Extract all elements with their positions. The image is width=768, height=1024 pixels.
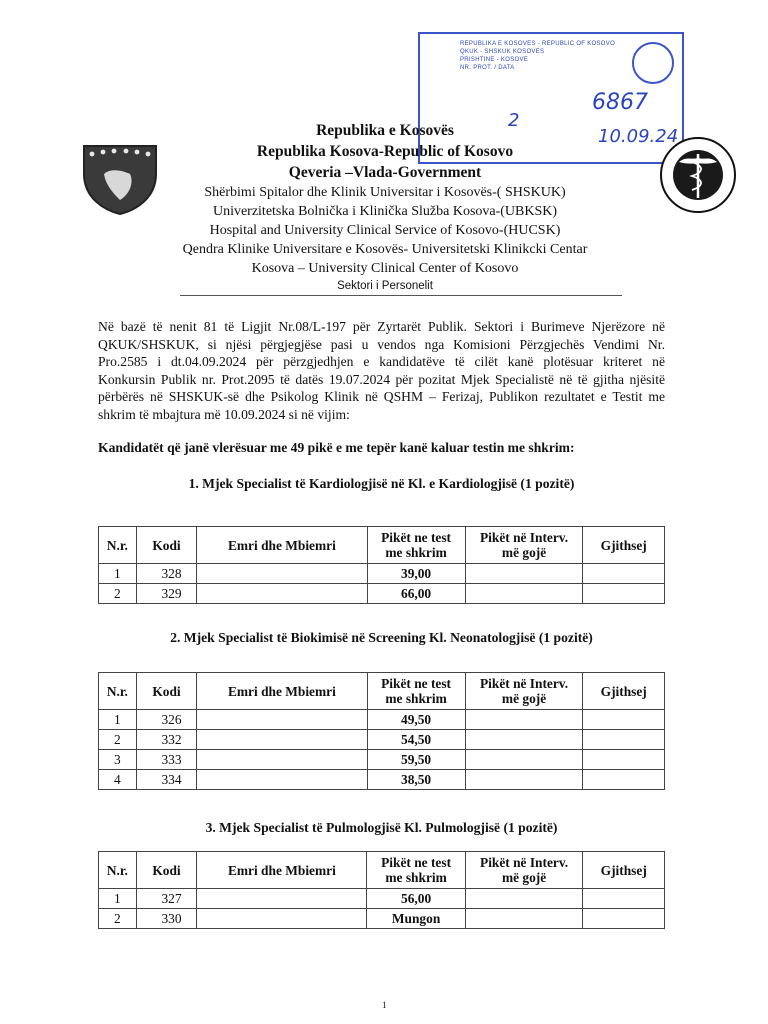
- cell-interv: [465, 909, 583, 929]
- col-header-interv: [465, 527, 583, 564]
- col-header-interv-l1: Pikët në Interv.: [480, 855, 569, 870]
- col-header-kodi: Kodi: [136, 852, 197, 889]
- cell-kodi: 334: [136, 770, 197, 790]
- cell-interv: [465, 564, 583, 584]
- cell-test: 38,50: [367, 770, 465, 790]
- cell-gjithsej: [583, 564, 665, 584]
- col-header-gjithsej: Gjithsej: [583, 527, 665, 564]
- stamp-seal-icon: [632, 42, 674, 84]
- col-header-test-l2: me shkrim: [385, 870, 447, 885]
- header-government: Qeveria –Vlada-Government: [288, 164, 482, 181]
- cell-emri: [197, 730, 367, 750]
- stamp-text: [460, 40, 615, 72]
- col-header-test-l1: Pikët ne test: [381, 530, 452, 545]
- cell-kodi: 330: [136, 909, 197, 929]
- col-header-test-l2: me shkrim: [385, 545, 447, 560]
- stamp-line: REPUBLIKA E KOSOVES - REPUBLIC OF KOSOVO: [460, 41, 616, 47]
- col-header-nr: N.r.: [99, 527, 137, 564]
- col-header-emri: Emri dhe Mbiemri: [197, 673, 367, 710]
- cell-nr: 4: [99, 770, 137, 790]
- intro-line: shkrim të mbajtura më 10.09.2024 si në vijim:: [98, 406, 350, 422]
- cell-nr: 2: [99, 730, 137, 750]
- cell-interv: [465, 730, 583, 750]
- header-divider: [180, 295, 622, 296]
- intro-line: përbërës në SHSKUK-së dhe Psikolog Klinik në QSHM – Ferizaj, Publikon rezultatet e Testit me: [98, 389, 665, 405]
- table-row: [99, 730, 665, 750]
- cell-interv: [465, 750, 583, 770]
- col-header-interv: [465, 852, 583, 889]
- cell-nr: 1: [99, 889, 137, 909]
- section-title-pulmonology: 3. Mjek Specialist të Pulmologjisë Kl. Pulmologjisë (1 pozitë): [205, 820, 558, 835]
- col-header-test-l2: me shkrim: [385, 691, 447, 706]
- cell-nr: 1: [99, 564, 137, 584]
- results-table-pulmonology: [98, 851, 665, 929]
- cell-nr: 1: [99, 710, 137, 730]
- cell-test: 39,00: [367, 564, 465, 584]
- header-department: Sektori i Personelit: [337, 280, 433, 292]
- table-row: [99, 584, 665, 604]
- table-row: [99, 710, 665, 730]
- intro-line: Konkursin Publik nr. Prot.2095 të datës 19.07.2024 për pozitat Mjek Specialistë në të gjitha njësitë: [98, 371, 665, 387]
- col-header-interv-l2: më gojë: [501, 691, 547, 706]
- intro-line: Pro.2585 i dt.04.09.2024 për përzgjedhjen e kandidatëve të cilët kanë plotësuar kriteret në: [98, 354, 665, 370]
- cell-emri: [197, 750, 367, 770]
- cell-kodi: 333: [136, 750, 197, 770]
- col-header-emri: Emri dhe Mbiemri: [197, 527, 367, 564]
- table-row: [99, 889, 665, 909]
- header-center-en: Kosova – University Clinical Center of Kosovo: [251, 261, 519, 276]
- document-header: [150, 120, 620, 294]
- table-row: [99, 909, 665, 929]
- cell-test: 56,00: [367, 889, 465, 909]
- col-header-interv-l2: më gojë: [501, 545, 547, 560]
- header-center-sq: Qendra Klinike Universitare e Kosovës- Universitetski Klinikcki Centar: [182, 242, 588, 257]
- cell-gjithsej: [583, 889, 665, 909]
- stamp-line: QKUK - SHSKUK KOSOVES: [460, 49, 545, 55]
- cell-gjithsej: [583, 730, 665, 750]
- cell-interv: [465, 710, 583, 730]
- hospital-emblem-icon: [659, 136, 737, 214]
- stamp-handwritten-fraction: 2: [508, 110, 520, 131]
- col-header-test: [367, 852, 465, 889]
- intro-line: QKUK/SHSKUK, si njësi përgjegjëse pasi u vendos nga Komisioni Përzgjechës Vendimi Nr.: [98, 336, 665, 352]
- col-header-test: [367, 673, 465, 710]
- cell-gjithsej: [583, 909, 665, 929]
- header-service-en: Hospital and University Clinical Service of Kosovo-(HUCSK): [209, 223, 561, 238]
- header-service-sq: Shërbimi Spitalor dhe Klinik Universitar i Kosovës-( SHSKUK): [204, 185, 566, 200]
- cell-kodi: 328: [136, 564, 197, 584]
- page-number: 1: [382, 1000, 387, 1010]
- cell-emri: [197, 889, 367, 909]
- col-header-interv-l2: më gojë: [501, 870, 547, 885]
- table-header-row: [99, 852, 665, 889]
- cell-interv: [465, 584, 583, 604]
- cell-gjithsej: [583, 710, 665, 730]
- cell-test: 54,50: [367, 730, 465, 750]
- col-header-kodi: Kodi: [136, 527, 197, 564]
- intro-paragraph: [98, 318, 665, 424]
- cell-emri: [197, 770, 367, 790]
- cell-gjithsej: [583, 770, 665, 790]
- table-row: [99, 750, 665, 770]
- table-row: [99, 770, 665, 790]
- header-republic-multilang: Republika Kosova-Republic of Kosovo: [256, 143, 514, 160]
- intro-line: Në bazë të nenit 81 të Ligjit Nr.08/L-197 për Zyrtarët Publik. Sektori i Burimeve Njerëzore në: [98, 319, 665, 334]
- cell-emri: [197, 909, 367, 929]
- results-table-cardiology: [98, 526, 665, 604]
- cell-test: 59,50: [367, 750, 465, 770]
- header-republic: Republika e Kosovës: [316, 122, 454, 139]
- col-header-test: [367, 527, 465, 564]
- cell-kodi: 332: [136, 730, 197, 750]
- col-header-gjithsej: Gjithsej: [583, 673, 665, 710]
- section-title-biochemistry: 2. Mjek Specialist të Biokimisë në Screening Kl. Neonatologjisë (1 pozitë): [170, 630, 593, 645]
- section-title-cardiology: 1. Mjek Specialist të Kardiologjisë në Kl. e Kardiologjisë (1 pozitë): [188, 476, 575, 491]
- stamp-line: NR. PROT. / DATA: [460, 65, 515, 71]
- cell-test: 66,00: [367, 584, 465, 604]
- kosovo-coat-of-arms-icon: [80, 140, 160, 216]
- cell-nr: 2: [99, 909, 137, 929]
- header-service-sr: Univerzitetska Bolnička i Klinička Služba Kosova-(UBKSK): [212, 204, 558, 219]
- cell-nr: 3: [99, 750, 137, 770]
- cell-kodi: 329: [136, 584, 197, 604]
- cell-emri: [197, 710, 367, 730]
- col-header-kodi: Kodi: [136, 673, 197, 710]
- cell-test: 49,50: [367, 710, 465, 730]
- col-header-test-l1: Pikët ne test: [381, 855, 452, 870]
- cell-kodi: 327: [136, 889, 197, 909]
- cell-test: Mungon: [367, 909, 465, 929]
- col-header-interv: [465, 673, 583, 710]
- cell-nr: 2: [99, 584, 137, 604]
- col-header-emri: Emri dhe Mbiemri: [197, 852, 367, 889]
- results-table-biochemistry: [98, 672, 665, 790]
- stamp-handwritten-date: 10.09.24: [598, 126, 679, 147]
- table-header-row: [99, 527, 665, 564]
- results-subtitle: Kandidatët që janë vlerësuar me 49 pikë e me tepër kanë kaluar testin me shkrim:: [98, 440, 575, 455]
- cell-emri: [197, 584, 367, 604]
- stamp-handwritten-number: 6867: [592, 90, 648, 115]
- col-header-nr: N.r.: [99, 852, 137, 889]
- col-header-interv-l1: Pikët në Interv.: [479, 676, 569, 691]
- table-header-row: [99, 673, 665, 710]
- cell-gjithsej: [583, 750, 665, 770]
- table-row: [99, 564, 665, 584]
- stamp-line: PRISHTINE - KOSOVE: [460, 57, 529, 63]
- col-header-test-l1: Pikët ne test: [381, 676, 452, 691]
- col-header-gjithsej: Gjithsej: [583, 852, 665, 889]
- cell-kodi: 326: [136, 710, 197, 730]
- col-header-interv-l1: Pikët në Interv.: [479, 530, 569, 545]
- cell-interv: [465, 770, 583, 790]
- col-header-nr: N.r.: [99, 673, 137, 710]
- cell-emri: [197, 564, 367, 584]
- cell-interv: [465, 889, 583, 909]
- cell-gjithsej: [583, 584, 665, 604]
